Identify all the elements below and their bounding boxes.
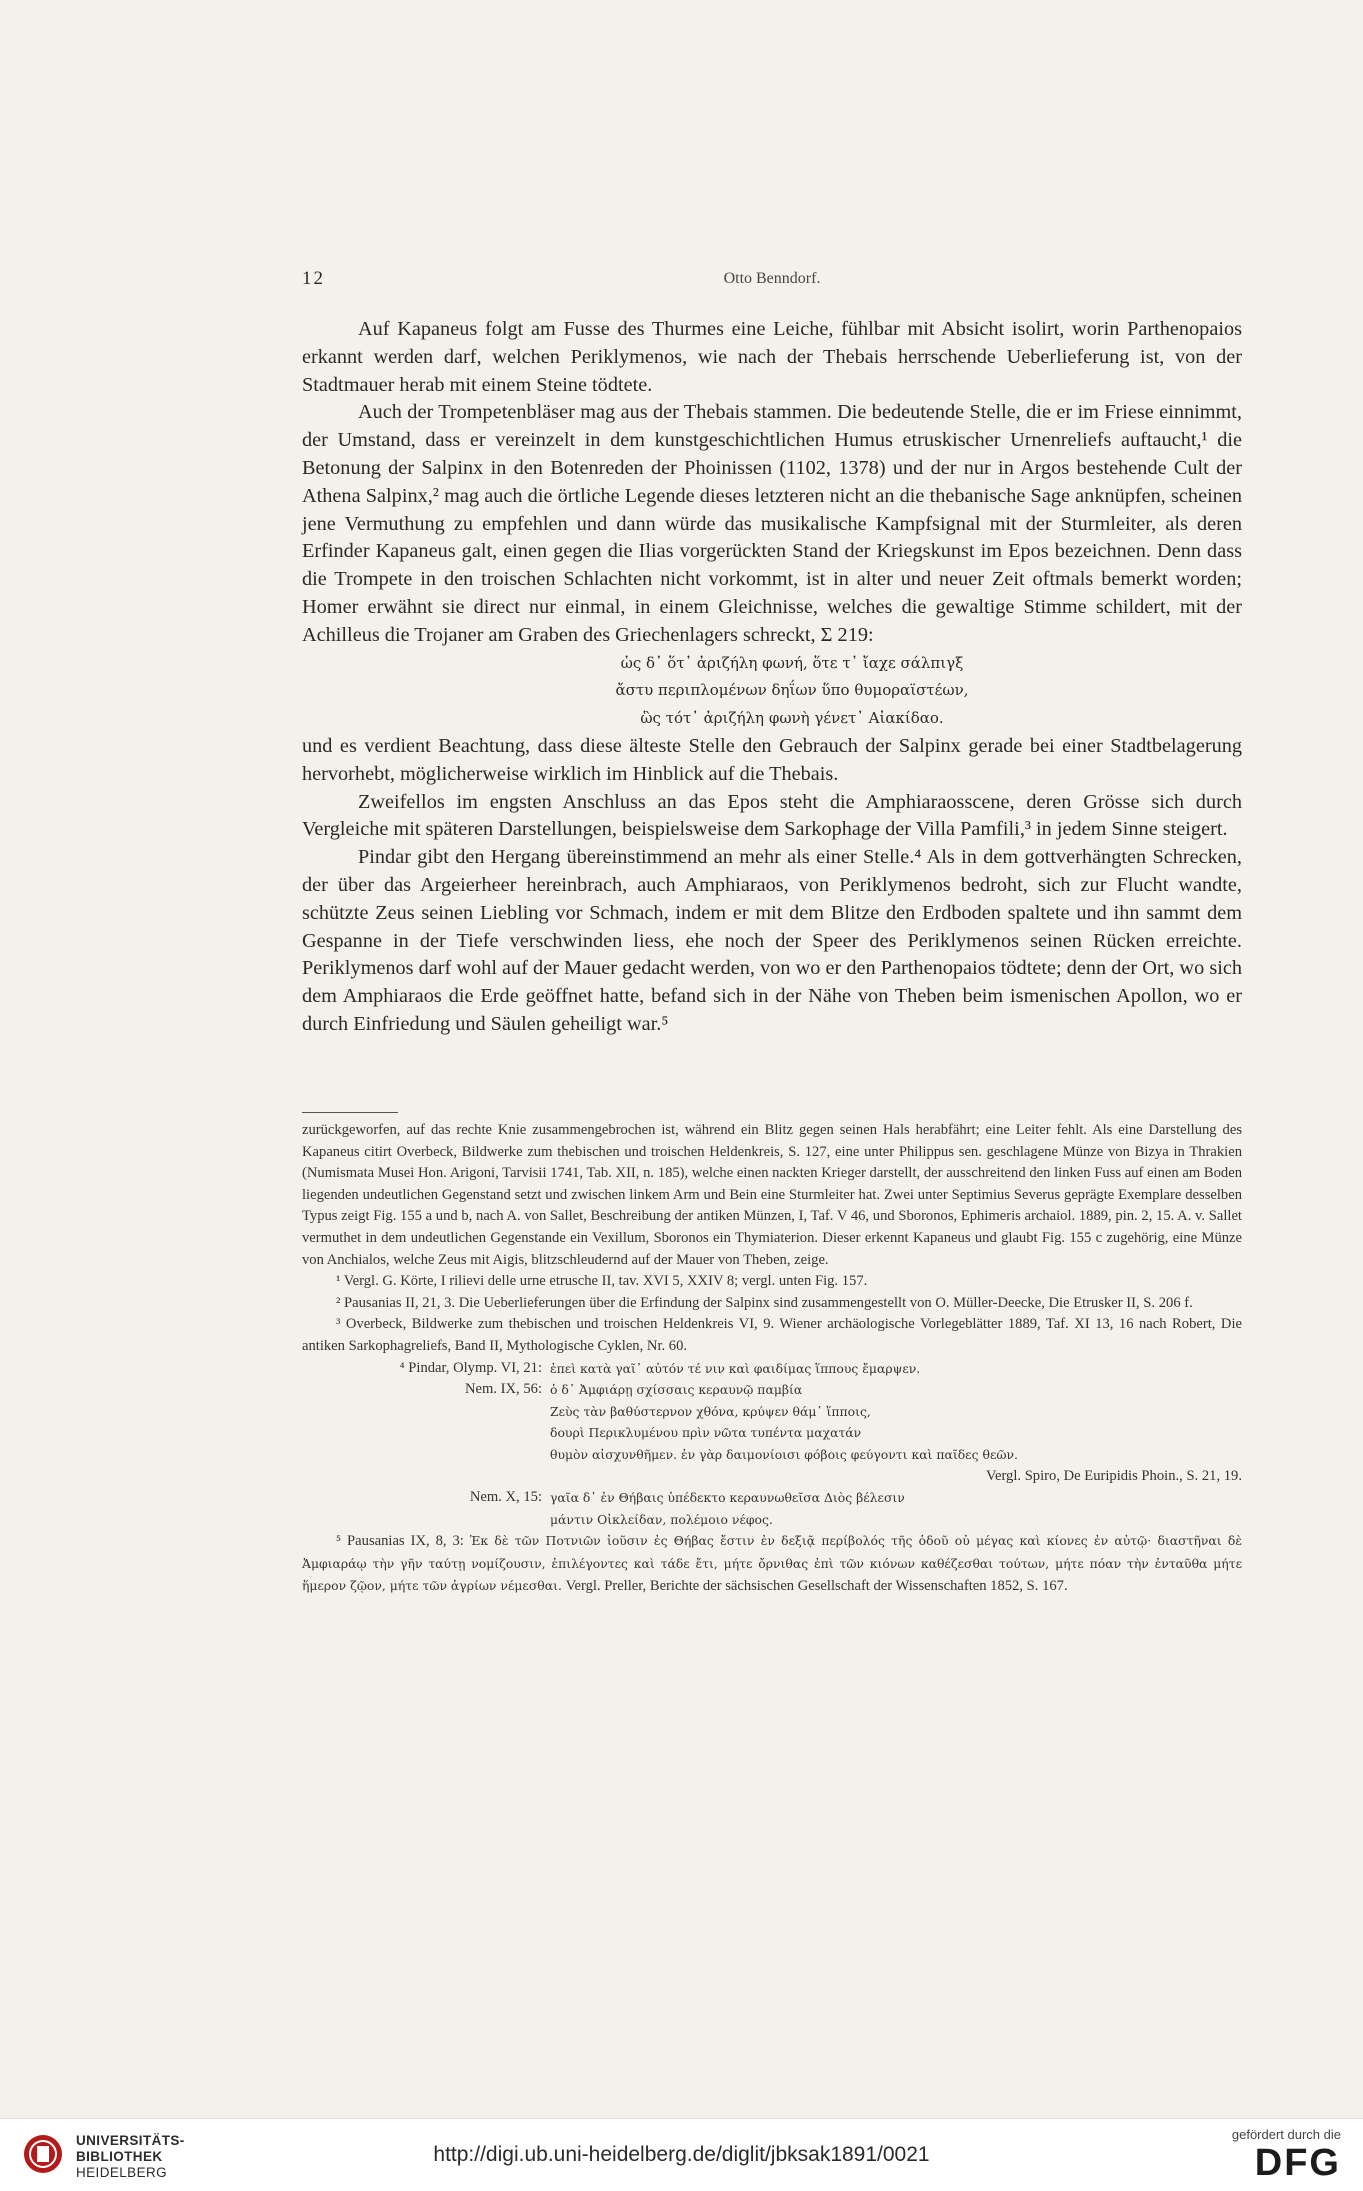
- verse-line: ὣς τότ᾽ ἀριζήλη φωνὴ γένετ᾽ Αἰακίδαο.: [640, 709, 944, 728]
- footnote-reference: Vergl. Spiro, De Euripidis Phoin., S. 21, 19.: [986, 1467, 1242, 1484]
- spacer: [302, 1509, 550, 1531]
- footnote-label: Nem. IX, 56:: [464, 1381, 542, 1398]
- greek-quote: Ζεὺς τὰν βαθύστερνον χθόνα, κρύψεν θάμ᾽ ἵπποις,: [550, 1403, 871, 1419]
- footnotes: [302, 1120, 1242, 1598]
- footnote-5: [302, 1530, 1242, 1598]
- footnote-4-line: [302, 1401, 1242, 1423]
- greek-quote: γαῖα δ᾽ ἐν Θήβαις ὑπέδεκτο κεραυνωθεῖσα Διὸς βέλεσιν: [550, 1490, 905, 1506]
- footnote-reference: Vergl. Preller, Berichte der sächsischen Gesellschaft der Wissenschaften 1852, S. 167.: [565, 1578, 1068, 1595]
- homer-quotation: [302, 650, 1242, 733]
- footnote-4-nem9: [302, 1379, 1242, 1401]
- library-name-line: HEIDELBERG: [76, 2165, 168, 2180]
- greek-quote: θυμὸν αἰσχυνθῆμεν. ἐν γὰρ δαιμονίοισι φόβοις φεύγοντι καὶ παῖδες θεῶν.: [550, 1446, 1018, 1462]
- footnote-4-line: [302, 1422, 1242, 1444]
- footnote-rule: [302, 1112, 398, 1113]
- footnote-3: ³ Overbeck, Bildwerke zum thebischen und troischen Heldenkreis VI, 9. Wiener archäologische Vorlegeblätter 1889, Taf. XI 13, 16 nach Robert, Die antiken Sarkophagreliefs, Band II, Mythologische Cyklen, Nr. 60.: [302, 1316, 1242, 1354]
- greek-quote: ἐπεὶ κατὰ γαῖ᾽ αὐτόν τέ νιν καὶ φαιδίμας ἵππους ἔμαρψεν.: [550, 1360, 921, 1376]
- greek-quote: ὁ δ᾽ Ἀμφιάρῃ σχίσσαις κεραυνῷ παμβία: [550, 1382, 803, 1398]
- permalink[interactable]: http://digi.ub.uni-heidelberg.de/diglit/jbksak1891/0021: [433, 2143, 930, 2166]
- footnote-1: ¹ Vergl. G. Körte, I rilievi delle urne etrusche II, tav. XVI 5, XXIV 8; vergl. unten Fig. 157.: [336, 1273, 868, 1290]
- verse-line: ὡς δ᾽ ὅτ᾽ ἀριζήλη φωνή, ὅτε τ᾽ ἴαχε σάλπιγξ: [620, 653, 964, 672]
- spacer: [302, 1422, 550, 1444]
- footnote-continuation: zurückgeworfen, auf das rechte Knie zusammengebrochen ist, während ein Blitz gegen seinen Hals herabfährt; eine Leiter fehlt. Als eine Darstellung des Kapaneus citirt Overbeck, Bildwerke zum thebischen und troischen Heldenkreis, S. 127, eine unter Philippus sen. geschlagene Münze von Bizya in Thrakien (Numismata Musei Hon. Arigoni, Tarvisii 1741, Tab. XII, n. 185), welche einen nackten Krieger darstellt, der ausschreitend den linken Fuss auf einen am Boden liegenden undeutlichen Gegenstand setzt und zwischen linkem Arm und Bein eine Sturmleiter hat. Zwei unter Septimius Severus geprägte Exemplare desselben Typus zeigt Fig. 155 a und b, nach A. von Sallet, Beschreibung der antiken Münzen, I, Taf. V 46, und Sboronos, Ephimeris archaiol. 1889, pin. 2, 15. A. v. Sallet vermuthet in dem undeutlichen Gegenstande ein Vexillum, Sboronos ein Thymiaterion. Dieser erkennt Kapaneus und glaubt Fig. 155 c zugehörig, eine Münze von Anchialos, welche Zeus mit Aigis, blitzschleudernd auf der Mauer von Theben, zeige.: [302, 1122, 1242, 1268]
- paragraph: Auch der Trompetenbläser mag aus der Thebais stammen. Die bedeutende Stelle, die er im Friese einnimmt, der Umstand, dass er vereinzelt in dem kunstgeschichtlichen Humus etruskischer Urnenreliefs auftaucht,¹ die Betonung der Salpinx in den Botenreden der Phoinissen (1102, 1378) und der nur in Argos bestehende Cult der Athena Salpinx,² mag auch die örtliche Legende dieses letzteren nicht an die thebanische Sage anknüpfen, scheinen jene Vermuthung zu empfehlen und dann würde das musikalische Kampfsignal mit der Sturmleiter, als deren Erfinder Kapaneus galt, einen gegen die Ilias vorgerückten Stand der Kriegskunst im Epos bezeichnen. Denn dass die Trompete in den troischen Schlachten nicht vorkommt, ist in alter und neuer Zeit oftmals bemerkt worden; Homer erwähnt sie direct nur einmal, in einem Gleichnisse, welches die gewaltige Stimme schildert, mit der Achilleus die Trojaner am Graben des Griechenlagers schreckt, Σ 219:: [302, 401, 1242, 646]
- greek-quote: δουρὶ Περικλυμένου πρὶν νῶτα τυπέντα μαχατάν: [550, 1425, 862, 1441]
- library-name-line: BIBLIOTHEK: [76, 2149, 163, 2164]
- verse-line: ἄστυ περιπλομένων δηΐων ὕπο θυμοραϊστέων,: [615, 681, 969, 700]
- spacer: [302, 1444, 550, 1466]
- paragraph: Zweifellos im engsten Anschluss an das Epos steht die Amphiaraosscene, deren Grösse sich durch Vergleiche mit späteren Darstellungen, beispielsweise dem Sarkophage der Villa Pamfili,³ in jedem Sinne steigert.: [302, 790, 1242, 841]
- footnote-4: [302, 1358, 1242, 1380]
- dfg-logo: DFG: [1254, 2142, 1341, 2184]
- running-title: Otto Benndorf.: [723, 270, 821, 287]
- page-number: 12: [302, 268, 325, 289]
- footnote-2: ² Pausanias II, 21, 3. Die Ueberlieferungen über die Erfindung der Salpinx sind zusammengestellt von O. Müller-Deecke, Die Etrusker II, S. 206 f.: [336, 1294, 1193, 1311]
- funding-note: gefördert durch die: [1231, 2127, 1341, 2142]
- footnote-4-nem10: [302, 1487, 1242, 1509]
- greek-quote: Ἐκ δὲ τῶν Ποτνιῶν ἰοῦσιν ἐς Θήβας ἔστιν ἐν δεξιᾷ περίβολός τῆς ὁδοῦ οὐ μέγας καὶ κίονες ἐν αὐτῷ· διαστῆναι δὲ Ἀμφιαράῳ τὴν γῆν ταύτῃ νομίζουσιν, ἐπιλέγοντες καὶ τάδε ἔτι, μήτε ὄρνιθας ἐπὶ τῶν κιόνων καθέζεσθαι τούτων, μήτε πόαν τὴν ἐνταῦθα μήτε ἥμερον ζῷον, μήτε τῶν ἀγρίων νέμεσθαι.: [302, 1533, 1242, 1594]
- paragraph: Auf Kapaneus folgt am Fusse des Thurmes eine Leiche, fühlbar mit Absicht isolirt, worin Parthenopaios erkannt werden darf, welchen Periklymenos, wie nach der Thebais herrschende Ueberlieferung ist, von der Stadtmauer herab mit einem Steine tödtete.: [302, 318, 1242, 396]
- footnote-label: ⁴ Pindar, Olymp. VI, 21:: [399, 1359, 542, 1376]
- paragraph: Pindar gibt den Hergang übereinstimmend an mehr als einer Stelle.⁴ Als in dem gottverhängten Schrecken, der über das Argeierheer hereinbrach, auch Amphiaraos, von Periklymenos bedroht, sich zur Flucht wandte, schützte Zeus seinen Liebling vor Schmach, indem er mit dem Blitze den Erdboden spaltete und ihn sammt dem Gespanne in der Tiefe verschwinden liess, ehe noch der Speer des Periklymenos seinen Rücken erreichte. Periklymenos darf wohl auf der Mauer gedacht werden, von wo er den Parthenopaios tödtete; denn der Ort, wo sich dem Amphiaraos die Erde geöffnet hatte, befand sich in der Nähe von Theben beim ismenischen Apollon, wo er durch Einfriedung und Säulen geheiligt war.⁵: [302, 846, 1242, 1035]
- paragraph: und es verdient Beachtung, dass diese älteste Stelle den Gebrauch der Salpinx gerade bei einer Stadtbelagerung hervorhebt, möglicherweise wirklich im Hinblick auf die Thebais.: [302, 734, 1242, 785]
- footnote-4-line: [302, 1509, 1242, 1531]
- footnote-label: Nem. X, 15:: [469, 1489, 542, 1506]
- page-header: [302, 268, 1242, 298]
- library-name-line: UNIVERSITÄTS-: [76, 2133, 185, 2148]
- greek-quote: μάντιν Οἰκλείδαν, πολέμοιο νέφος.: [550, 1511, 773, 1527]
- footnote-4-line: [302, 1444, 1242, 1466]
- digitization-footer: [0, 2118, 1363, 2191]
- footnote-label: ⁵ Pausanias IX, 8, 3:: [336, 1533, 464, 1550]
- main-text: [302, 316, 1242, 1039]
- spacer: [302, 1401, 550, 1423]
